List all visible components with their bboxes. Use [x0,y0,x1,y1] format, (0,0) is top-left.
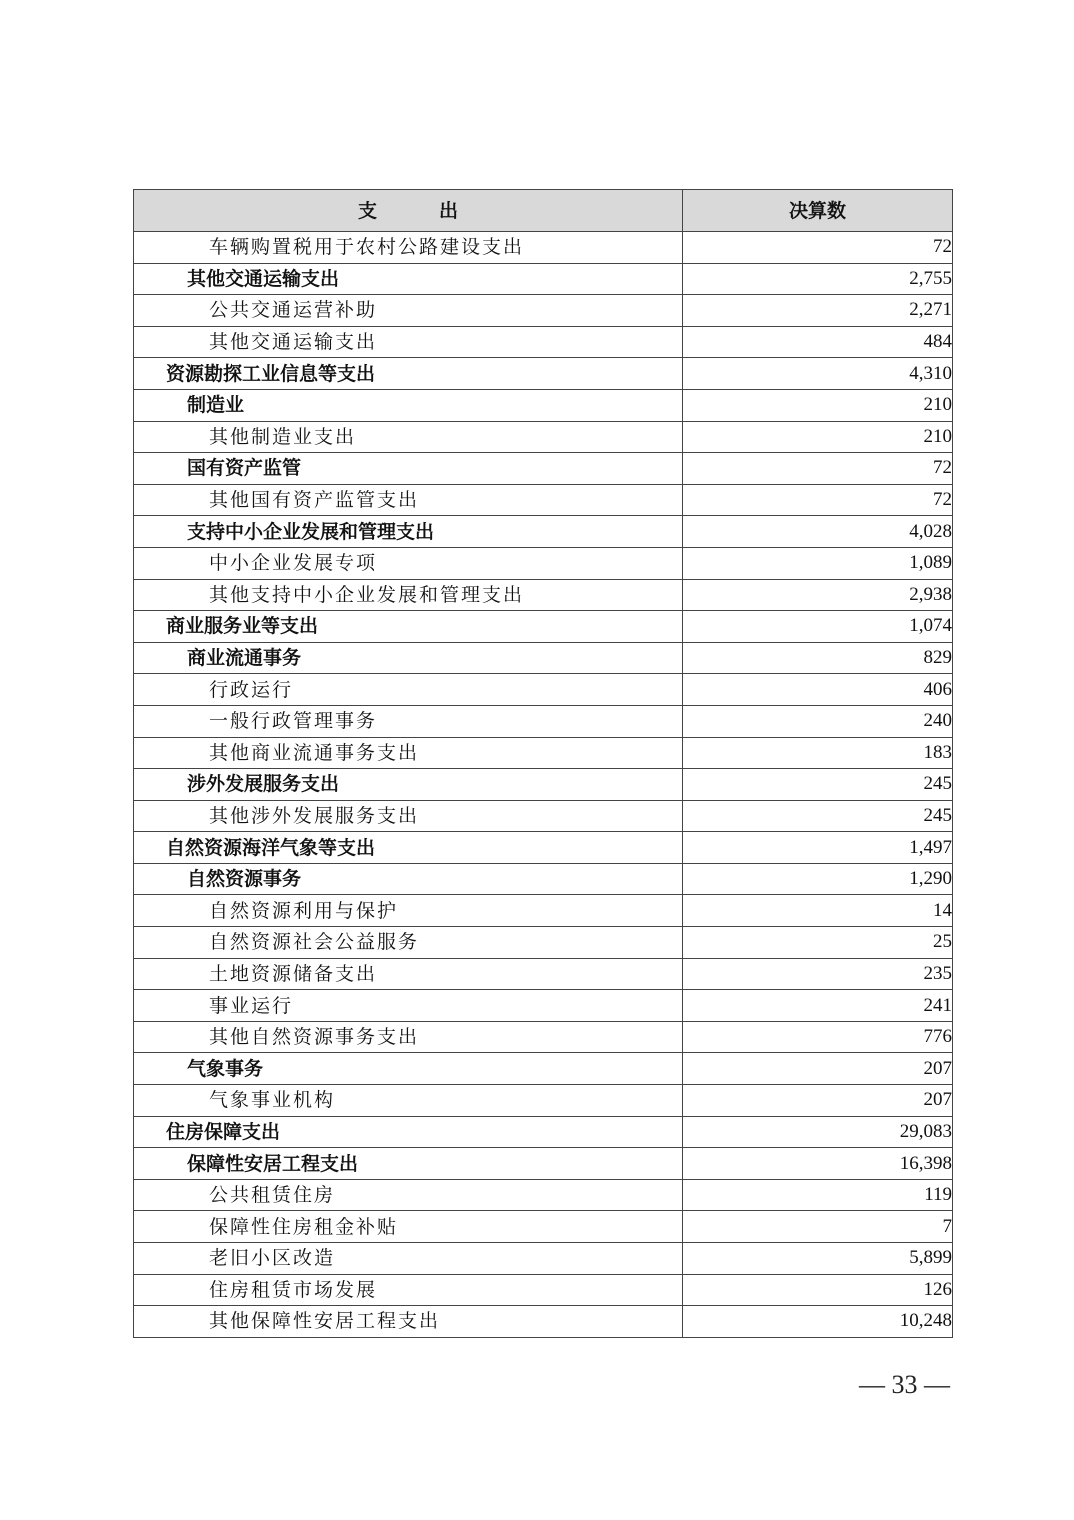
row-item-name: 商业流通事务 [134,642,683,674]
row-item-name: 自然资源事务 [134,863,683,895]
row-item-value: 484 [683,326,953,358]
row-item-name: 保障性住房租金补贴 [134,1211,683,1243]
header-expenditure [134,190,683,232]
row-item-name: 涉外发展服务支出 [134,769,683,801]
table-row [134,990,953,1022]
row-item-value: 210 [683,389,953,421]
page-number: — 33 — [859,1370,950,1399]
row-item-name: 自然资源利用与保护 [134,895,683,927]
table-row [134,263,953,295]
row-item-value: 406 [683,674,953,706]
row-item-value: 2,938 [683,579,953,611]
table-row [134,895,953,927]
row-item-name: 气象事务 [134,1053,683,1085]
row-item-value: 2,271 [683,295,953,327]
table-row [134,1274,953,1306]
row-item-name: 其他交通运输支出 [134,326,683,358]
row-item-name: 事业运行 [134,990,683,1022]
row-item-value: 2,755 [683,263,953,295]
row-item-value: 245 [683,800,953,832]
row-item-value: 72 [683,484,953,516]
row-item-name: 公共租赁住房 [134,1179,683,1211]
header-expenditure-right: 出 [439,199,459,222]
row-item-value: 5,899 [683,1243,953,1275]
row-item-name: 老旧小区改造 [134,1243,683,1275]
header-expenditure-left: 支 [357,199,377,222]
row-item-value: 210 [683,421,953,453]
row-item-name: 其他制造业支出 [134,421,683,453]
table-row [134,1179,953,1211]
row-item-value: 240 [683,705,953,737]
row-item-value: 4,310 [683,358,953,390]
row-item-value: 1,074 [683,611,953,643]
row-item-name: 自然资源海洋气象等支出 [134,832,683,864]
table-row [134,958,953,990]
table-row [134,326,953,358]
table-row [134,1306,953,1338]
row-item-value: 207 [683,1053,953,1085]
row-item-name: 自然资源社会公益服务 [134,927,683,959]
table-row [134,295,953,327]
row-item-value: 245 [683,769,953,801]
row-item-value: 119 [683,1179,953,1211]
row-item-value: 14 [683,895,953,927]
row-item-name: 其他国有资产监管支出 [134,484,683,516]
row-item-name: 资源勘探工业信息等支出 [134,358,683,390]
row-item-value: 241 [683,990,953,1022]
table-body [134,232,953,1338]
table-row [134,642,953,674]
row-item-value: 7 [683,1211,953,1243]
table-row [134,832,953,864]
table-row [134,800,953,832]
row-item-name: 中小企业发展专项 [134,547,683,579]
row-item-value: 1,290 [683,863,953,895]
row-item-value: 29,083 [683,1116,953,1148]
table-row [134,579,953,611]
row-item-name: 一般行政管理事务 [134,705,683,737]
table-row [134,421,953,453]
row-item-value: 25 [683,927,953,959]
table-row [134,674,953,706]
row-item-name: 支持中小企业发展和管理支出 [134,516,683,548]
row-item-value: 207 [683,1085,953,1117]
table-row [134,1148,953,1180]
row-item-value: 10,248 [683,1306,953,1338]
row-item-value: 1,497 [683,832,953,864]
table-header-row [134,190,953,232]
row-item-name: 其他商业流通事务支出 [134,737,683,769]
row-item-name: 气象事业机构 [134,1085,683,1117]
row-item-name: 其他支持中小企业发展和管理支出 [134,579,683,611]
header-final-amount: 决算数 [683,190,953,232]
table-row [134,769,953,801]
row-item-value: 235 [683,958,953,990]
budget-table [133,189,953,1338]
table-row [134,453,953,485]
table-row [134,358,953,390]
table-row [134,232,953,264]
row-item-value: 126 [683,1274,953,1306]
table-row [134,516,953,548]
row-item-value: 72 [683,232,953,264]
row-item-name: 其他保障性安居工程支出 [134,1306,683,1338]
row-item-value: 72 [683,453,953,485]
row-item-name: 国有资产监管 [134,453,683,485]
row-item-name: 其他自然资源事务支出 [134,1021,683,1053]
table-row [134,1021,953,1053]
table-row [134,611,953,643]
row-item-name: 制造业 [134,389,683,421]
row-item-name: 其他涉外发展服务支出 [134,800,683,832]
table-row [134,1211,953,1243]
table-row [134,705,953,737]
row-item-name: 住房保障支出 [134,1116,683,1148]
table-row [134,863,953,895]
row-item-name: 行政运行 [134,674,683,706]
row-item-value: 776 [683,1021,953,1053]
table-row [134,1116,953,1148]
row-item-value: 829 [683,642,953,674]
row-item-value: 183 [683,737,953,769]
table-row [134,547,953,579]
table-row [134,1243,953,1275]
table-row [134,1053,953,1085]
row-item-name: 公共交通运营补助 [134,295,683,327]
row-item-name: 土地资源储备支出 [134,958,683,990]
row-item-name: 保障性安居工程支出 [134,1148,683,1180]
table-row [134,389,953,421]
table-row [134,737,953,769]
row-item-name: 车辆购置税用于农村公路建设支出 [134,232,683,264]
table-row [134,1085,953,1117]
row-item-name: 商业服务业等支出 [134,611,683,643]
row-item-name: 住房租赁市场发展 [134,1274,683,1306]
row-item-value: 1,089 [683,547,953,579]
table-row [134,927,953,959]
row-item-value: 4,028 [683,516,953,548]
row-item-value: 16,398 [683,1148,953,1180]
table-row [134,484,953,516]
row-item-name: 其他交通运输支出 [134,263,683,295]
